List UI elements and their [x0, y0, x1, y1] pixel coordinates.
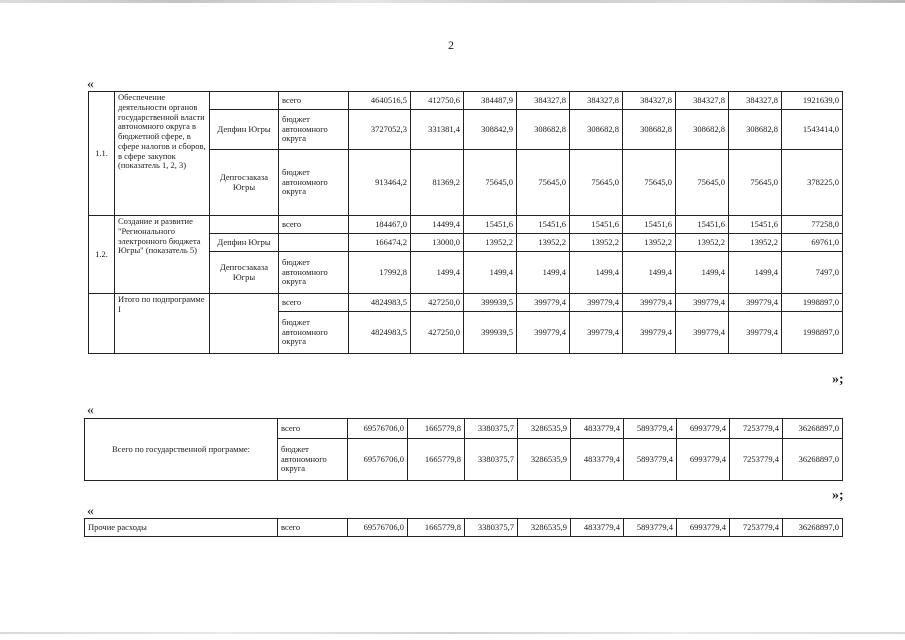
amount-cell: 13952,2: [623, 234, 676, 252]
amount-cell: 399779,4: [729, 294, 782, 312]
amount-cell: 913464,2: [349, 150, 411, 216]
open-quote: «: [87, 403, 94, 418]
amount-cell: 384327,8: [729, 92, 782, 110]
table-row: [89, 216, 843, 234]
amount-cell: 1543414,0: [782, 110, 843, 150]
amount-cell: 36268897,0: [783, 439, 843, 481]
amount-cell: 399779,4: [517, 294, 570, 312]
open-quote: «: [87, 77, 94, 92]
amount-cell: 412750,6: [411, 92, 464, 110]
amount-cell: 1499,4: [570, 252, 623, 294]
amount-cell: 1998897,0: [782, 312, 843, 354]
funding-source: всего: [278, 419, 348, 439]
amount-cell: 75645,0: [729, 150, 782, 216]
amount-cell: 13000,0: [411, 234, 464, 252]
amount-cell: 399779,4: [517, 312, 570, 354]
amount-cell: 399779,4: [623, 294, 676, 312]
amount-cell: 427250,0: [411, 294, 464, 312]
funding-source: бюджет автономного округа: [279, 252, 349, 294]
amount-cell: 384327,8: [570, 92, 623, 110]
amount-cell: 15451,6: [464, 216, 517, 234]
amount-cell: 3286535,9: [518, 439, 571, 481]
amount-cell: 15451,6: [729, 216, 782, 234]
amount-cell: 384327,8: [517, 92, 570, 110]
activity-name: Создание и развитие "Регионального электронного бюджета Югры" (показатель 5): [115, 216, 210, 294]
amount-cell: 1499,4: [517, 252, 570, 294]
amount-cell: 308682,8: [676, 110, 729, 150]
amount-cell: 36268897,0: [783, 519, 843, 537]
scan-edge-bottom: [0, 632, 905, 634]
funding-source: бюджет автономного округа: [279, 312, 349, 354]
amount-cell: 1998897,0: [782, 294, 843, 312]
executor-cell: Депгосзаказа Югры: [210, 252, 279, 294]
amount-cell: 1665779,8: [408, 519, 465, 537]
amount-cell: 15451,6: [517, 216, 570, 234]
funding-source: бюджет автономного округа: [279, 150, 349, 216]
amount-cell: 13952,2: [464, 234, 517, 252]
activity-name: Итого по подпрограмме I: [115, 294, 210, 354]
amount-cell: 399779,4: [570, 294, 623, 312]
amount-cell: 1921639,0: [782, 92, 843, 110]
amount-cell: 4833779,4: [571, 419, 624, 439]
amount-cell: 7253779,4: [730, 519, 783, 537]
amount-cell: 69576706,0: [348, 519, 408, 537]
activity-name: Обеспечение деятельности органов государственной власти автономного округа в бюджетной сфере, в сфере налогов и сборов, в сфере закупок (показатель 1, 2, 3): [115, 92, 210, 216]
row-number: 1.2.: [89, 216, 115, 294]
amount-cell: 1499,4: [464, 252, 517, 294]
amount-cell: 384327,8: [623, 92, 676, 110]
amount-cell: 1499,4: [676, 252, 729, 294]
amount-cell: 81369,2: [411, 150, 464, 216]
subprogram-table: [88, 91, 843, 354]
amount-cell: 399779,4: [623, 312, 676, 354]
amount-cell: 17992,8: [349, 252, 411, 294]
table-row: [89, 92, 843, 110]
amount-cell: 1665779,8: [408, 439, 465, 481]
amount-cell: 7497,0: [782, 252, 843, 294]
other-expenses-label: Прочие расходы: [85, 519, 278, 537]
amount-cell: 6993779,4: [677, 519, 730, 537]
amount-cell: 308682,8: [729, 110, 782, 150]
table-row: [85, 419, 843, 439]
amount-cell: 427250,0: [411, 312, 464, 354]
executor-cell: [210, 294, 279, 354]
amount-cell: 308682,8: [517, 110, 570, 150]
funding-source: всего: [279, 294, 349, 312]
amount-cell: 399939,5: [464, 312, 517, 354]
funding-source: всего: [279, 92, 349, 110]
table-row: [89, 294, 843, 312]
amount-cell: 166474,2: [349, 234, 411, 252]
amount-cell: 75645,0: [517, 150, 570, 216]
row-number: 1.1.: [89, 92, 115, 216]
amount-cell: 4833779,4: [571, 439, 624, 481]
amount-cell: 13952,2: [729, 234, 782, 252]
table-row: [85, 519, 843, 537]
funding-source: бюджет автономного округа: [278, 439, 348, 481]
executor-cell: Депгосзаказа Югры: [210, 150, 279, 216]
amount-cell: 1665779,8: [408, 419, 465, 439]
row-number: [89, 294, 115, 354]
amount-cell: 308842,9: [464, 110, 517, 150]
amount-cell: 308682,8: [570, 110, 623, 150]
amount-cell: 4824983,5: [349, 294, 411, 312]
amount-cell: 399779,4: [676, 294, 729, 312]
amount-cell: 75645,0: [676, 150, 729, 216]
amount-cell: 7253779,4: [730, 439, 783, 481]
funding-source: бюджет автономного округа: [279, 110, 349, 150]
amount-cell: 3286535,9: [518, 519, 571, 537]
amount-cell: 5893779,4: [624, 419, 677, 439]
funding-source: всего: [279, 216, 349, 234]
amount-cell: 5893779,4: [624, 439, 677, 481]
amount-cell: 384327,8: [676, 92, 729, 110]
amount-cell: 399939,5: [464, 294, 517, 312]
other-expenses-table: [84, 518, 843, 537]
amount-cell: 13952,2: [570, 234, 623, 252]
amount-cell: 384487,9: [464, 92, 517, 110]
funding-source: [279, 234, 349, 252]
amount-cell: 399779,4: [676, 312, 729, 354]
amount-cell: 3380375,7: [465, 439, 518, 481]
amount-cell: 4640516,5: [349, 92, 411, 110]
scan-edge-top: [0, 0, 905, 3]
executor-cell: Депфин Югры: [210, 110, 279, 150]
amount-cell: 5893779,4: [624, 519, 677, 537]
page-number: 2: [448, 38, 454, 52]
total-label: Всего по государственной программе:: [85, 419, 278, 481]
amount-cell: 75645,0: [464, 150, 517, 216]
amount-cell: 3286535,9: [518, 419, 571, 439]
amount-cell: 14499,4: [411, 216, 464, 234]
amount-cell: 3727052,3: [349, 110, 411, 150]
executor-cell: [210, 216, 279, 234]
amount-cell: 399779,4: [570, 312, 623, 354]
amount-cell: 331381,4: [411, 110, 464, 150]
amount-cell: 69576706,0: [348, 439, 408, 481]
amount-cell: 36268897,0: [783, 419, 843, 439]
funding-source: всего: [278, 519, 348, 537]
amount-cell: 77258,0: [782, 216, 843, 234]
amount-cell: 4824983,5: [349, 312, 411, 354]
amount-cell: 69761,0: [782, 234, 843, 252]
executor-cell: [210, 92, 279, 110]
amount-cell: 308682,8: [623, 110, 676, 150]
amount-cell: 4833779,4: [571, 519, 624, 537]
amount-cell: 1499,4: [623, 252, 676, 294]
amount-cell: 399779,4: [729, 312, 782, 354]
amount-cell: 1499,4: [411, 252, 464, 294]
amount-cell: 3380375,7: [465, 419, 518, 439]
amount-cell: 13952,2: [676, 234, 729, 252]
amount-cell: 69576706,0: [348, 419, 408, 439]
amount-cell: 15451,6: [676, 216, 729, 234]
close-quote: »;: [832, 488, 844, 503]
amount-cell: 13952,2: [517, 234, 570, 252]
amount-cell: 6993779,4: [677, 439, 730, 481]
program-total-table: [84, 418, 843, 481]
amount-cell: 6993779,4: [677, 419, 730, 439]
open-quote: «: [87, 504, 94, 519]
amount-cell: 378225,0: [782, 150, 843, 216]
amount-cell: 3380375,7: [465, 519, 518, 537]
amount-cell: 75645,0: [623, 150, 676, 216]
amount-cell: 7253779,4: [730, 419, 783, 439]
amount-cell: 15451,6: [570, 216, 623, 234]
amount-cell: 184467,0: [349, 216, 411, 234]
amount-cell: 15451,6: [623, 216, 676, 234]
executor-cell: Депфин Югры: [210, 234, 279, 252]
amount-cell: 1499,4: [729, 252, 782, 294]
close-quote: »;: [832, 372, 844, 387]
amount-cell: 75645,0: [570, 150, 623, 216]
